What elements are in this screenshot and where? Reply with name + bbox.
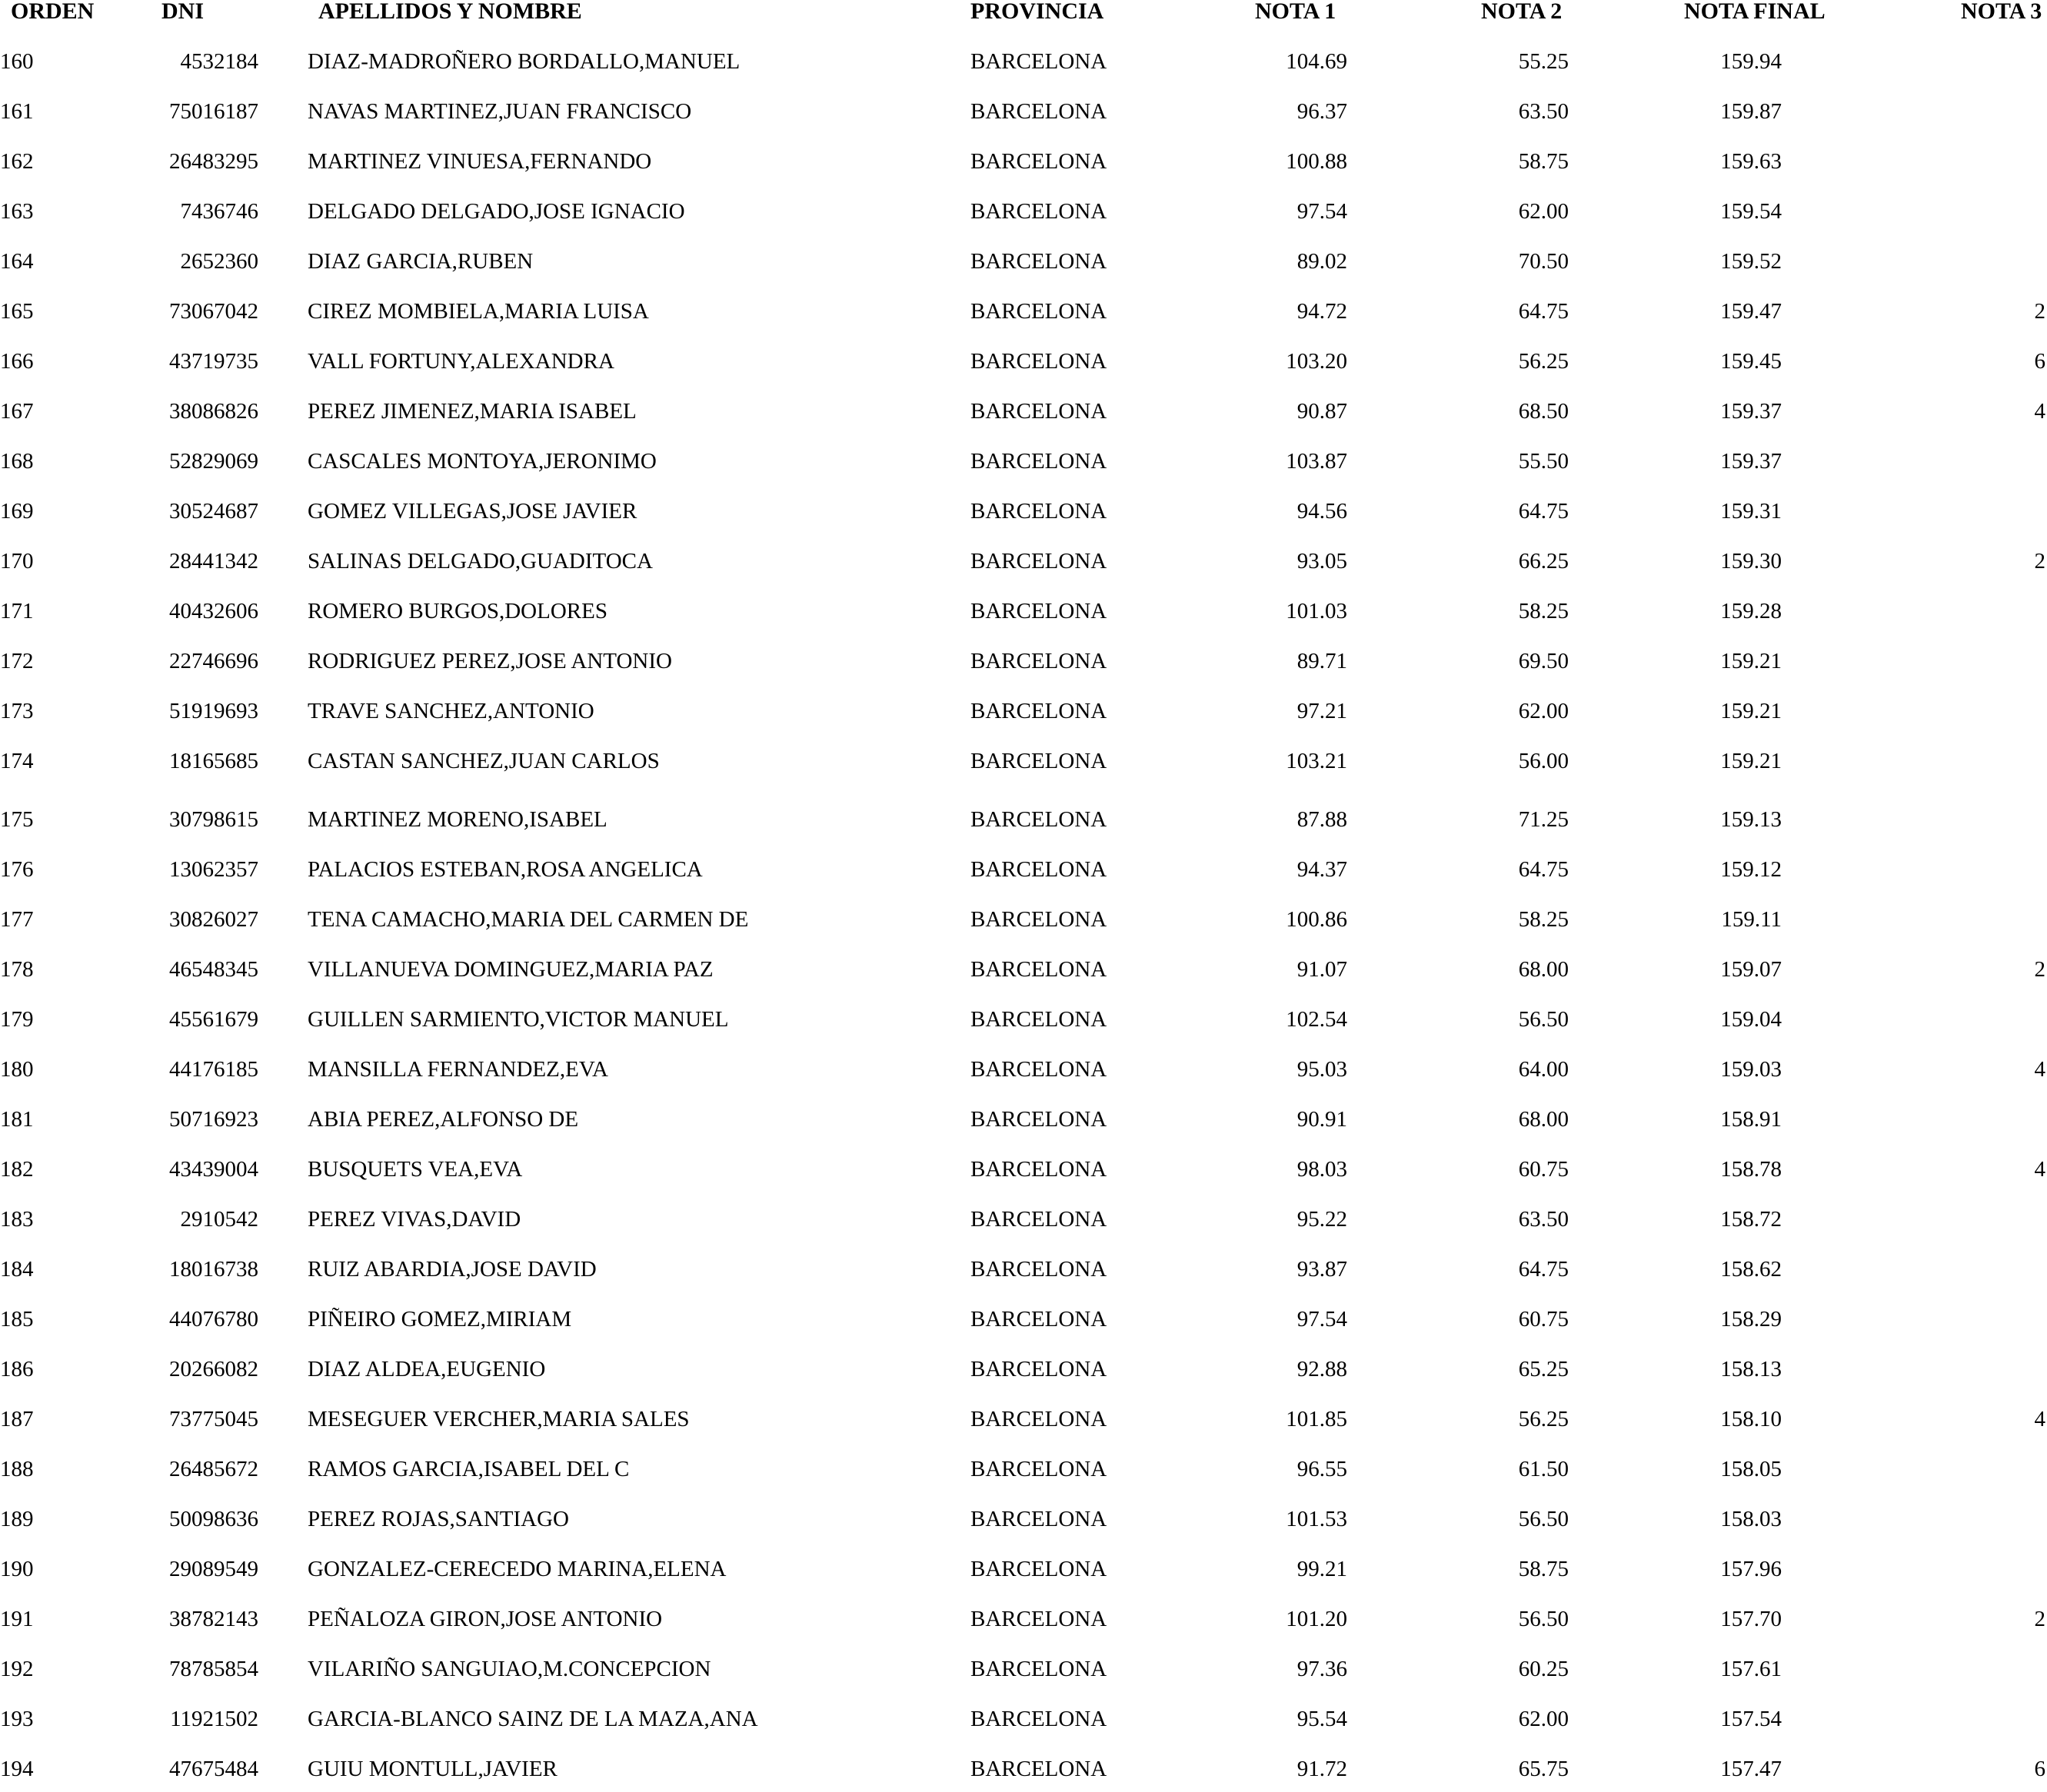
- cell-dni: 11921502: [170, 1707, 258, 1731]
- cell-nota-final: 159.45: [1720, 349, 1782, 374]
- cell-nombre: SALINAS DELGADO,GUADITOCA: [308, 549, 653, 574]
- cell-nota-final: 157.47: [1720, 1757, 1782, 1781]
- cell-nombre: PEREZ ROJAS,SANTIAGO: [308, 1507, 569, 1531]
- cell-nombre: DIAZ-MADROÑERO BORDALLO,MANUEL: [308, 49, 741, 74]
- cell-dni: 13062357: [169, 857, 258, 882]
- cell-nombre: DIAZ GARCIA,RUBEN: [308, 249, 534, 274]
- table-row: [0, 1446, 2047, 1492]
- cell-provincia: BARCELONA: [970, 1707, 1107, 1731]
- table-row: [0, 1046, 2047, 1092]
- cell-nombre: RUIZ ABARDIA,JOSE DAVID: [308, 1257, 597, 1282]
- cell-nombre: GONZALEZ-CERECEDO MARINA,ELENA: [308, 1557, 727, 1581]
- cell-orden: 179: [0, 1007, 34, 1032]
- cell-nota-final: 157.96: [1720, 1557, 1782, 1581]
- cell-nota-final: 159.87: [1720, 99, 1782, 124]
- cell-orden: 187: [0, 1407, 34, 1431]
- cell-nota-final: 158.13: [1720, 1357, 1782, 1381]
- cell-nombre: DELGADO DELGADO,JOSE IGNACIO: [308, 199, 685, 224]
- cell-nota1: 101.85: [1286, 1407, 1347, 1431]
- table-row: [0, 796, 2047, 843]
- cell-nombre: GOMEZ VILLEGAS,JOSE JAVIER: [308, 499, 637, 524]
- cell-nombre: VALL FORTUNY,ALEXANDRA: [308, 349, 614, 374]
- cell-nota1: 92.88: [1296, 1357, 1347, 1381]
- cell-dni: 26483295: [169, 149, 258, 174]
- cell-nota1: 93.87: [1296, 1257, 1347, 1282]
- cell-orden: 174: [0, 749, 34, 773]
- cell-dni: 22746696: [169, 649, 258, 673]
- cell-nota1: 90.87: [1296, 399, 1347, 424]
- cell-provincia: BARCELONA: [970, 1307, 1107, 1332]
- cell-provincia: BARCELONA: [970, 1557, 1107, 1581]
- cell-nota2: 66.25: [1518, 549, 1569, 574]
- cell-nota-final: 157.54: [1720, 1707, 1782, 1731]
- cell-nota1: 89.71: [1296, 649, 1347, 673]
- cell-nombre: PEREZ JIMENEZ,MARIA ISABEL: [308, 399, 637, 424]
- cell-orden: 191: [0, 1607, 34, 1631]
- cell-nota1: 100.88: [1286, 149, 1347, 174]
- cell-nota2: 68.50: [1518, 399, 1569, 424]
- cell-orden: 185: [0, 1307, 34, 1332]
- cell-nota-final: 159.21: [1720, 749, 1782, 773]
- table-row: [0, 38, 2047, 85]
- cell-nota2: 63.50: [1518, 99, 1569, 124]
- cell-provincia: BARCELONA: [970, 907, 1107, 932]
- cell-nombre: MANSILLA FERNANDEZ,EVA: [308, 1057, 608, 1082]
- cell-nota-final: 159.21: [1720, 699, 1782, 723]
- cell-nombre: PALACIOS ESTEBAN,ROSA ANGELICA: [308, 857, 703, 882]
- cell-orden: 189: [0, 1507, 34, 1531]
- table-header: [0, 0, 2047, 23]
- cell-nota-final: 159.37: [1720, 449, 1782, 474]
- cell-nota1: 99.21: [1296, 1557, 1347, 1581]
- cell-orden: 172: [0, 649, 34, 673]
- cell-nombre: PEREZ VIVAS,DAVID: [308, 1207, 521, 1232]
- table-row: [0, 1746, 2047, 1792]
- cell-nota2: 62.00: [1518, 1707, 1569, 1731]
- cell-nota1: 96.37: [1296, 99, 1347, 124]
- header-nombre: APELLIDOS Y NOMBRE: [318, 0, 582, 24]
- cell-nota2: 55.25: [1518, 49, 1569, 74]
- cell-nota-final: 159.54: [1720, 199, 1782, 224]
- cell-nota3: 4: [2034, 1407, 2045, 1431]
- cell-dni: 44176185: [169, 1057, 258, 1082]
- cell-dni: 30524687: [169, 499, 258, 524]
- cell-nota1: 94.56: [1296, 499, 1347, 524]
- cell-dni: 50716923: [169, 1107, 258, 1132]
- cell-nota-final: 158.10: [1720, 1407, 1782, 1431]
- cell-provincia: BARCELONA: [970, 1107, 1107, 1132]
- table-row: [0, 1696, 2047, 1742]
- cell-nombre: TENA CAMACHO,MARIA DEL CARMEN DE: [308, 907, 749, 932]
- cell-nota2: 56.25: [1518, 349, 1569, 374]
- cell-nota1: 97.36: [1296, 1657, 1347, 1681]
- cell-dni: 47675484: [169, 1757, 258, 1781]
- table-row: [0, 1196, 2047, 1242]
- cell-provincia: BARCELONA: [970, 449, 1107, 474]
- cell-nota1: 94.72: [1296, 299, 1347, 324]
- cell-nota2: 58.25: [1518, 907, 1569, 932]
- table-row: [0, 188, 2047, 234]
- cell-nota2: 68.00: [1518, 1107, 1569, 1132]
- cell-provincia: BARCELONA: [970, 1257, 1107, 1282]
- table-row: [0, 1596, 2047, 1642]
- cell-nota2: 56.50: [1518, 1607, 1569, 1631]
- cell-nota1: 103.20: [1286, 349, 1347, 374]
- cell-nota1: 96.55: [1296, 1457, 1347, 1481]
- table-row: [0, 438, 2047, 484]
- header-nota3: NOTA 3: [1961, 0, 2042, 23]
- cell-nota3: 6: [2034, 1757, 2045, 1781]
- cell-nota2: 62.00: [1518, 199, 1569, 224]
- cell-nota1: 91.72: [1296, 1757, 1347, 1781]
- cell-orden: 163: [0, 199, 34, 224]
- cell-nota1: 90.91: [1296, 1107, 1347, 1132]
- cell-orden: 170: [0, 549, 34, 574]
- cell-dni: 50098636: [169, 1507, 258, 1531]
- cell-nota2: 64.75: [1518, 1257, 1569, 1282]
- table-row: [0, 388, 2047, 434]
- cell-provincia: BARCELONA: [970, 349, 1107, 374]
- cell-provincia: BARCELONA: [970, 49, 1107, 74]
- cell-nota2: 69.50: [1518, 649, 1569, 673]
- cell-dni: 75016187: [169, 99, 258, 124]
- cell-dni: 44076780: [169, 1307, 258, 1332]
- cell-nota1: 95.03: [1296, 1057, 1347, 1082]
- table-row: [0, 1246, 2047, 1292]
- cell-nota2: 56.00: [1518, 749, 1569, 773]
- cell-dni: 30798615: [169, 807, 258, 832]
- cell-provincia: BARCELONA: [970, 857, 1107, 882]
- cell-nombre: CASCALES MONTOYA,JERONIMO: [308, 449, 657, 474]
- cell-orden: 166: [0, 349, 34, 374]
- cell-nombre: RODRIGUEZ PEREZ,JOSE ANTONIO: [308, 649, 672, 673]
- cell-dni: 20266082: [169, 1357, 258, 1381]
- table-row: [0, 88, 2047, 135]
- cell-nombre: PIÑEIRO GOMEZ,MIRIAM: [308, 1307, 572, 1332]
- cell-orden: 190: [0, 1557, 34, 1581]
- cell-nota-final: 159.28: [1720, 599, 1782, 623]
- cell-dni: 38782143: [169, 1607, 258, 1631]
- cell-nota2: 64.75: [1518, 499, 1569, 524]
- cell-nota1: 101.20: [1286, 1607, 1347, 1631]
- header-provincia: PROVINCIA: [970, 0, 1104, 24]
- cell-dni: 38086826: [169, 399, 258, 424]
- cell-nombre: RAMOS GARCIA,ISABEL DEL C: [308, 1457, 630, 1481]
- cell-nota1: 102.54: [1286, 1007, 1347, 1032]
- cell-nombre: GUIU MONTULL,JAVIER: [308, 1757, 558, 1781]
- cell-nota3: 6: [2034, 349, 2045, 374]
- cell-nota2: 68.00: [1518, 957, 1569, 982]
- cell-orden: 177: [0, 907, 34, 932]
- cell-provincia: BARCELONA: [970, 599, 1107, 623]
- cell-dni: 30826027: [169, 907, 258, 932]
- cell-nota1: 100.86: [1286, 907, 1347, 932]
- cell-dni: 40432606: [169, 599, 258, 623]
- cell-nombre: CASTAN SANCHEZ,JUAN CARLOS: [308, 749, 660, 773]
- cell-nota-final: 159.31: [1720, 499, 1782, 524]
- cell-nota2: 58.25: [1518, 599, 1569, 623]
- cell-provincia: BARCELONA: [970, 1007, 1107, 1032]
- cell-nota2: 56.50: [1518, 1507, 1569, 1531]
- table-row: [0, 238, 2047, 284]
- cell-nota2: 55.50: [1518, 449, 1569, 474]
- cell-provincia: BARCELONA: [970, 749, 1107, 773]
- cell-provincia: BARCELONA: [970, 957, 1107, 982]
- cell-nota-final: 159.04: [1720, 1007, 1782, 1032]
- cell-dni: 73067042: [169, 299, 258, 324]
- cell-nombre: MARTINEZ VINUESA,FERNANDO: [308, 149, 652, 174]
- cell-provincia: BARCELONA: [970, 699, 1107, 723]
- cell-dni: 28441342: [169, 549, 258, 574]
- cell-nota-final: 158.72: [1720, 1207, 1782, 1232]
- cell-orden: 171: [0, 599, 34, 623]
- cell-provincia: BARCELONA: [970, 1157, 1107, 1182]
- cell-nota1: 91.07: [1296, 957, 1347, 982]
- table-row: [0, 288, 2047, 334]
- cell-orden: 165: [0, 299, 34, 324]
- cell-orden: 184: [0, 1257, 34, 1282]
- cell-provincia: BARCELONA: [970, 399, 1107, 424]
- cell-provincia: BARCELONA: [970, 1207, 1107, 1232]
- cell-nombre: MARTINEZ MORENO,ISABEL: [308, 807, 607, 832]
- table-row: [0, 1546, 2047, 1592]
- cell-nota1: 97.54: [1296, 1307, 1347, 1332]
- cell-orden: 175: [0, 807, 34, 832]
- cell-nota2: 58.75: [1518, 149, 1569, 174]
- cell-nota-final: 159.37: [1720, 399, 1782, 424]
- cell-nota2: 56.25: [1518, 1407, 1569, 1431]
- cell-dni: 2652360: [180, 249, 258, 274]
- cell-nota-final: 159.13: [1720, 807, 1782, 832]
- cell-orden: 173: [0, 699, 34, 723]
- cell-nota-final: 158.91: [1720, 1107, 1782, 1132]
- cell-nota-final: 159.03: [1720, 1057, 1782, 1082]
- table-row: [0, 1296, 2047, 1342]
- cell-provincia: BARCELONA: [970, 99, 1107, 124]
- table-row: [0, 1146, 2047, 1192]
- cell-nota2: 64.00: [1518, 1057, 1569, 1082]
- cell-orden: 178: [0, 957, 34, 982]
- cell-orden: 186: [0, 1357, 34, 1381]
- cell-dni: 43719735: [169, 349, 258, 374]
- cell-provincia: BARCELONA: [970, 1407, 1107, 1431]
- cell-nota2: 60.75: [1518, 1307, 1569, 1332]
- cell-dni: 4532184: [180, 49, 258, 74]
- cell-nota2: 63.50: [1518, 1207, 1569, 1232]
- cell-dni: 2910542: [180, 1207, 258, 1232]
- cell-nombre: VILLANUEVA DOMINGUEZ,MARIA PAZ: [308, 957, 714, 982]
- cell-orden: 164: [0, 249, 34, 274]
- cell-nota1: 103.87: [1286, 449, 1347, 474]
- header-nota-final: NOTA FINAL: [1684, 0, 1826, 24]
- header-nota1: NOTA 1: [1255, 0, 1336, 24]
- cell-dni: 18165685: [169, 749, 258, 773]
- cell-provincia: BARCELONA: [970, 1657, 1107, 1681]
- cell-nota1: 89.02: [1296, 249, 1347, 274]
- table-row: [0, 538, 2047, 584]
- cell-nota-final: 159.52: [1720, 249, 1782, 274]
- cell-dni: 73775045: [169, 1407, 258, 1431]
- cell-provincia: BARCELONA: [970, 199, 1107, 224]
- cell-nota1: 93.05: [1296, 549, 1347, 574]
- cell-nota-final: 159.47: [1720, 299, 1782, 324]
- table-row: [0, 138, 2047, 185]
- cell-orden: 168: [0, 449, 34, 474]
- cell-provincia: BARCELONA: [970, 499, 1107, 524]
- cell-provincia: BARCELONA: [970, 1757, 1107, 1781]
- cell-orden: 193: [0, 1707, 34, 1731]
- cell-orden: 188: [0, 1457, 34, 1481]
- cell-nota1: 87.88: [1296, 807, 1347, 832]
- cell-nota2: 64.75: [1518, 857, 1569, 882]
- cell-nota1: 97.21: [1296, 699, 1347, 723]
- cell-nota3: 4: [2034, 399, 2045, 424]
- cell-orden: 160: [0, 49, 34, 74]
- cell-nota2: 61.50: [1518, 1457, 1569, 1481]
- cell-nota-final: 159.11: [1721, 907, 1782, 932]
- cell-nota2: 62.00: [1518, 699, 1569, 723]
- cell-dni: 7436746: [180, 199, 258, 224]
- cell-dni: 29089549: [169, 1557, 258, 1581]
- cell-nota3: 4: [2034, 1057, 2045, 1082]
- table-row: [0, 1096, 2047, 1142]
- cell-orden: 161: [0, 99, 34, 124]
- cell-nota-final: 159.07: [1720, 957, 1782, 982]
- table-row: [0, 588, 2047, 634]
- cell-nota-final: 158.05: [1720, 1457, 1782, 1481]
- cell-provincia: BARCELONA: [970, 149, 1107, 174]
- cell-nota1: 104.69: [1286, 49, 1347, 74]
- cell-nota-final: 158.03: [1720, 1507, 1782, 1531]
- table-row: [0, 688, 2047, 734]
- header-orden: ORDEN: [11, 0, 95, 24]
- cell-dni: 52829069: [169, 449, 258, 474]
- cell-nota3: 4: [2034, 1157, 2045, 1182]
- cell-nota2: 60.25: [1518, 1657, 1569, 1681]
- cell-nota2: 65.75: [1518, 1757, 1569, 1781]
- cell-provincia: BARCELONA: [970, 1357, 1107, 1381]
- cell-nota1: 103.21: [1286, 749, 1347, 773]
- cell-nombre: BUSQUETS VEA,EVA: [308, 1157, 523, 1182]
- cell-nota-final: 158.62: [1720, 1257, 1782, 1282]
- cell-orden: 181: [0, 1107, 34, 1132]
- cell-provincia: BARCELONA: [970, 249, 1107, 274]
- cell-nota2: 65.25: [1518, 1357, 1569, 1381]
- table-row: [0, 738, 2047, 784]
- cell-nota-final: 159.63: [1720, 149, 1782, 174]
- cell-provincia: BARCELONA: [970, 649, 1107, 673]
- table-row: [0, 896, 2047, 943]
- cell-orden: 194: [0, 1757, 34, 1781]
- cell-nota-final: 157.70: [1720, 1607, 1782, 1631]
- table-row: [0, 338, 2047, 384]
- cell-nota-final: 159.21: [1720, 649, 1782, 673]
- cell-nombre: GARCIA-BLANCO SAINZ DE LA MAZA,ANA: [308, 1707, 758, 1731]
- cell-provincia: BARCELONA: [970, 1507, 1107, 1531]
- table-row: [0, 1496, 2047, 1542]
- cell-dni: 51919693: [169, 699, 258, 723]
- header-nota2: NOTA 2: [1481, 0, 1563, 24]
- cell-nota3: 2: [2034, 299, 2045, 324]
- cell-orden: 182: [0, 1157, 34, 1182]
- table-row: [0, 638, 2047, 684]
- cell-nota2: 71.25: [1518, 807, 1569, 832]
- cell-provincia: BARCELONA: [970, 1057, 1107, 1082]
- cell-orden: 180: [0, 1057, 34, 1082]
- cell-nota-final: 157.61: [1720, 1657, 1782, 1681]
- cell-orden: 192: [0, 1657, 34, 1681]
- cell-nota2: 56.50: [1518, 1007, 1569, 1032]
- cell-nota1: 95.54: [1296, 1707, 1347, 1731]
- cell-nota3: 2: [2034, 549, 2045, 574]
- cell-nota-final: 159.30: [1720, 549, 1782, 574]
- cell-orden: 167: [0, 399, 34, 424]
- cell-nota2: 58.75: [1518, 1557, 1569, 1581]
- cell-nota-final: 159.12: [1720, 857, 1782, 882]
- table-row: [0, 1346, 2047, 1392]
- cell-dni: 18016738: [169, 1257, 258, 1282]
- cell-nombre: NAVAS MARTINEZ,JUAN FRANCISCO: [308, 99, 692, 124]
- cell-orden: 176: [0, 857, 34, 882]
- cell-nota1: 98.03: [1296, 1157, 1347, 1182]
- cell-nombre: ABIA PEREZ,ALFONSO DE: [308, 1107, 579, 1132]
- cell-nota2: 60.75: [1518, 1157, 1569, 1182]
- cell-nota2: 70.50: [1518, 249, 1569, 274]
- table-row: [0, 1396, 2047, 1442]
- cell-nombre: GUILLEN SARMIENTO,VICTOR MANUEL: [308, 1007, 729, 1032]
- header-dni: DNI: [161, 0, 205, 24]
- cell-nota1: 94.37: [1296, 857, 1347, 882]
- table-row: [0, 946, 2047, 992]
- cell-nota-final: 158.29: [1720, 1307, 1782, 1332]
- cell-nombre: MESEGUER VERCHER,MARIA SALES: [308, 1407, 690, 1431]
- cell-nombre: TRAVE SANCHEZ,ANTONIO: [308, 699, 594, 723]
- cell-dni: 78785854: [169, 1657, 258, 1681]
- cell-nota3: 2: [2034, 1607, 2045, 1631]
- cell-provincia: BARCELONA: [970, 807, 1107, 832]
- table-row: [0, 488, 2047, 534]
- cell-nota-final: 159.94: [1720, 49, 1782, 74]
- cell-dni: 43439004: [169, 1157, 258, 1182]
- table-row: [0, 846, 2047, 893]
- cell-nota1: 95.22: [1296, 1207, 1347, 1232]
- cell-nota-final: 158.78: [1720, 1157, 1782, 1182]
- cell-orden: 162: [0, 149, 34, 174]
- cell-provincia: BARCELONA: [970, 1607, 1107, 1631]
- cell-dni: 26485672: [169, 1457, 258, 1481]
- table-row: [0, 1646, 2047, 1692]
- cell-provincia: BARCELONA: [970, 549, 1107, 574]
- cell-nota1: 101.03: [1286, 599, 1347, 623]
- cell-orden: 183: [0, 1207, 34, 1232]
- cell-nota1: 101.53: [1286, 1507, 1347, 1531]
- cell-provincia: BARCELONA: [970, 1457, 1107, 1481]
- cell-nombre: PEÑALOZA GIRON,JOSE ANTONIO: [308, 1607, 663, 1631]
- cell-orden: 169: [0, 499, 34, 524]
- cell-nombre: CIREZ MOMBIELA,MARIA LUISA: [308, 299, 649, 324]
- cell-nota2: 64.75: [1518, 299, 1569, 324]
- cell-dni: 46548345: [169, 957, 258, 982]
- cell-provincia: BARCELONA: [970, 299, 1107, 324]
- cell-dni: 45561679: [169, 1007, 258, 1032]
- cell-nota3: 2: [2034, 957, 2045, 982]
- cell-nombre: VILARIÑO SANGUIAO,M.CONCEPCION: [308, 1657, 711, 1681]
- cell-nota1: 97.54: [1296, 199, 1347, 224]
- cell-nombre: ROMERO BURGOS,DOLORES: [308, 599, 607, 623]
- cell-nombre: DIAZ ALDEA,EUGENIO: [308, 1357, 546, 1381]
- table-row: [0, 996, 2047, 1042]
